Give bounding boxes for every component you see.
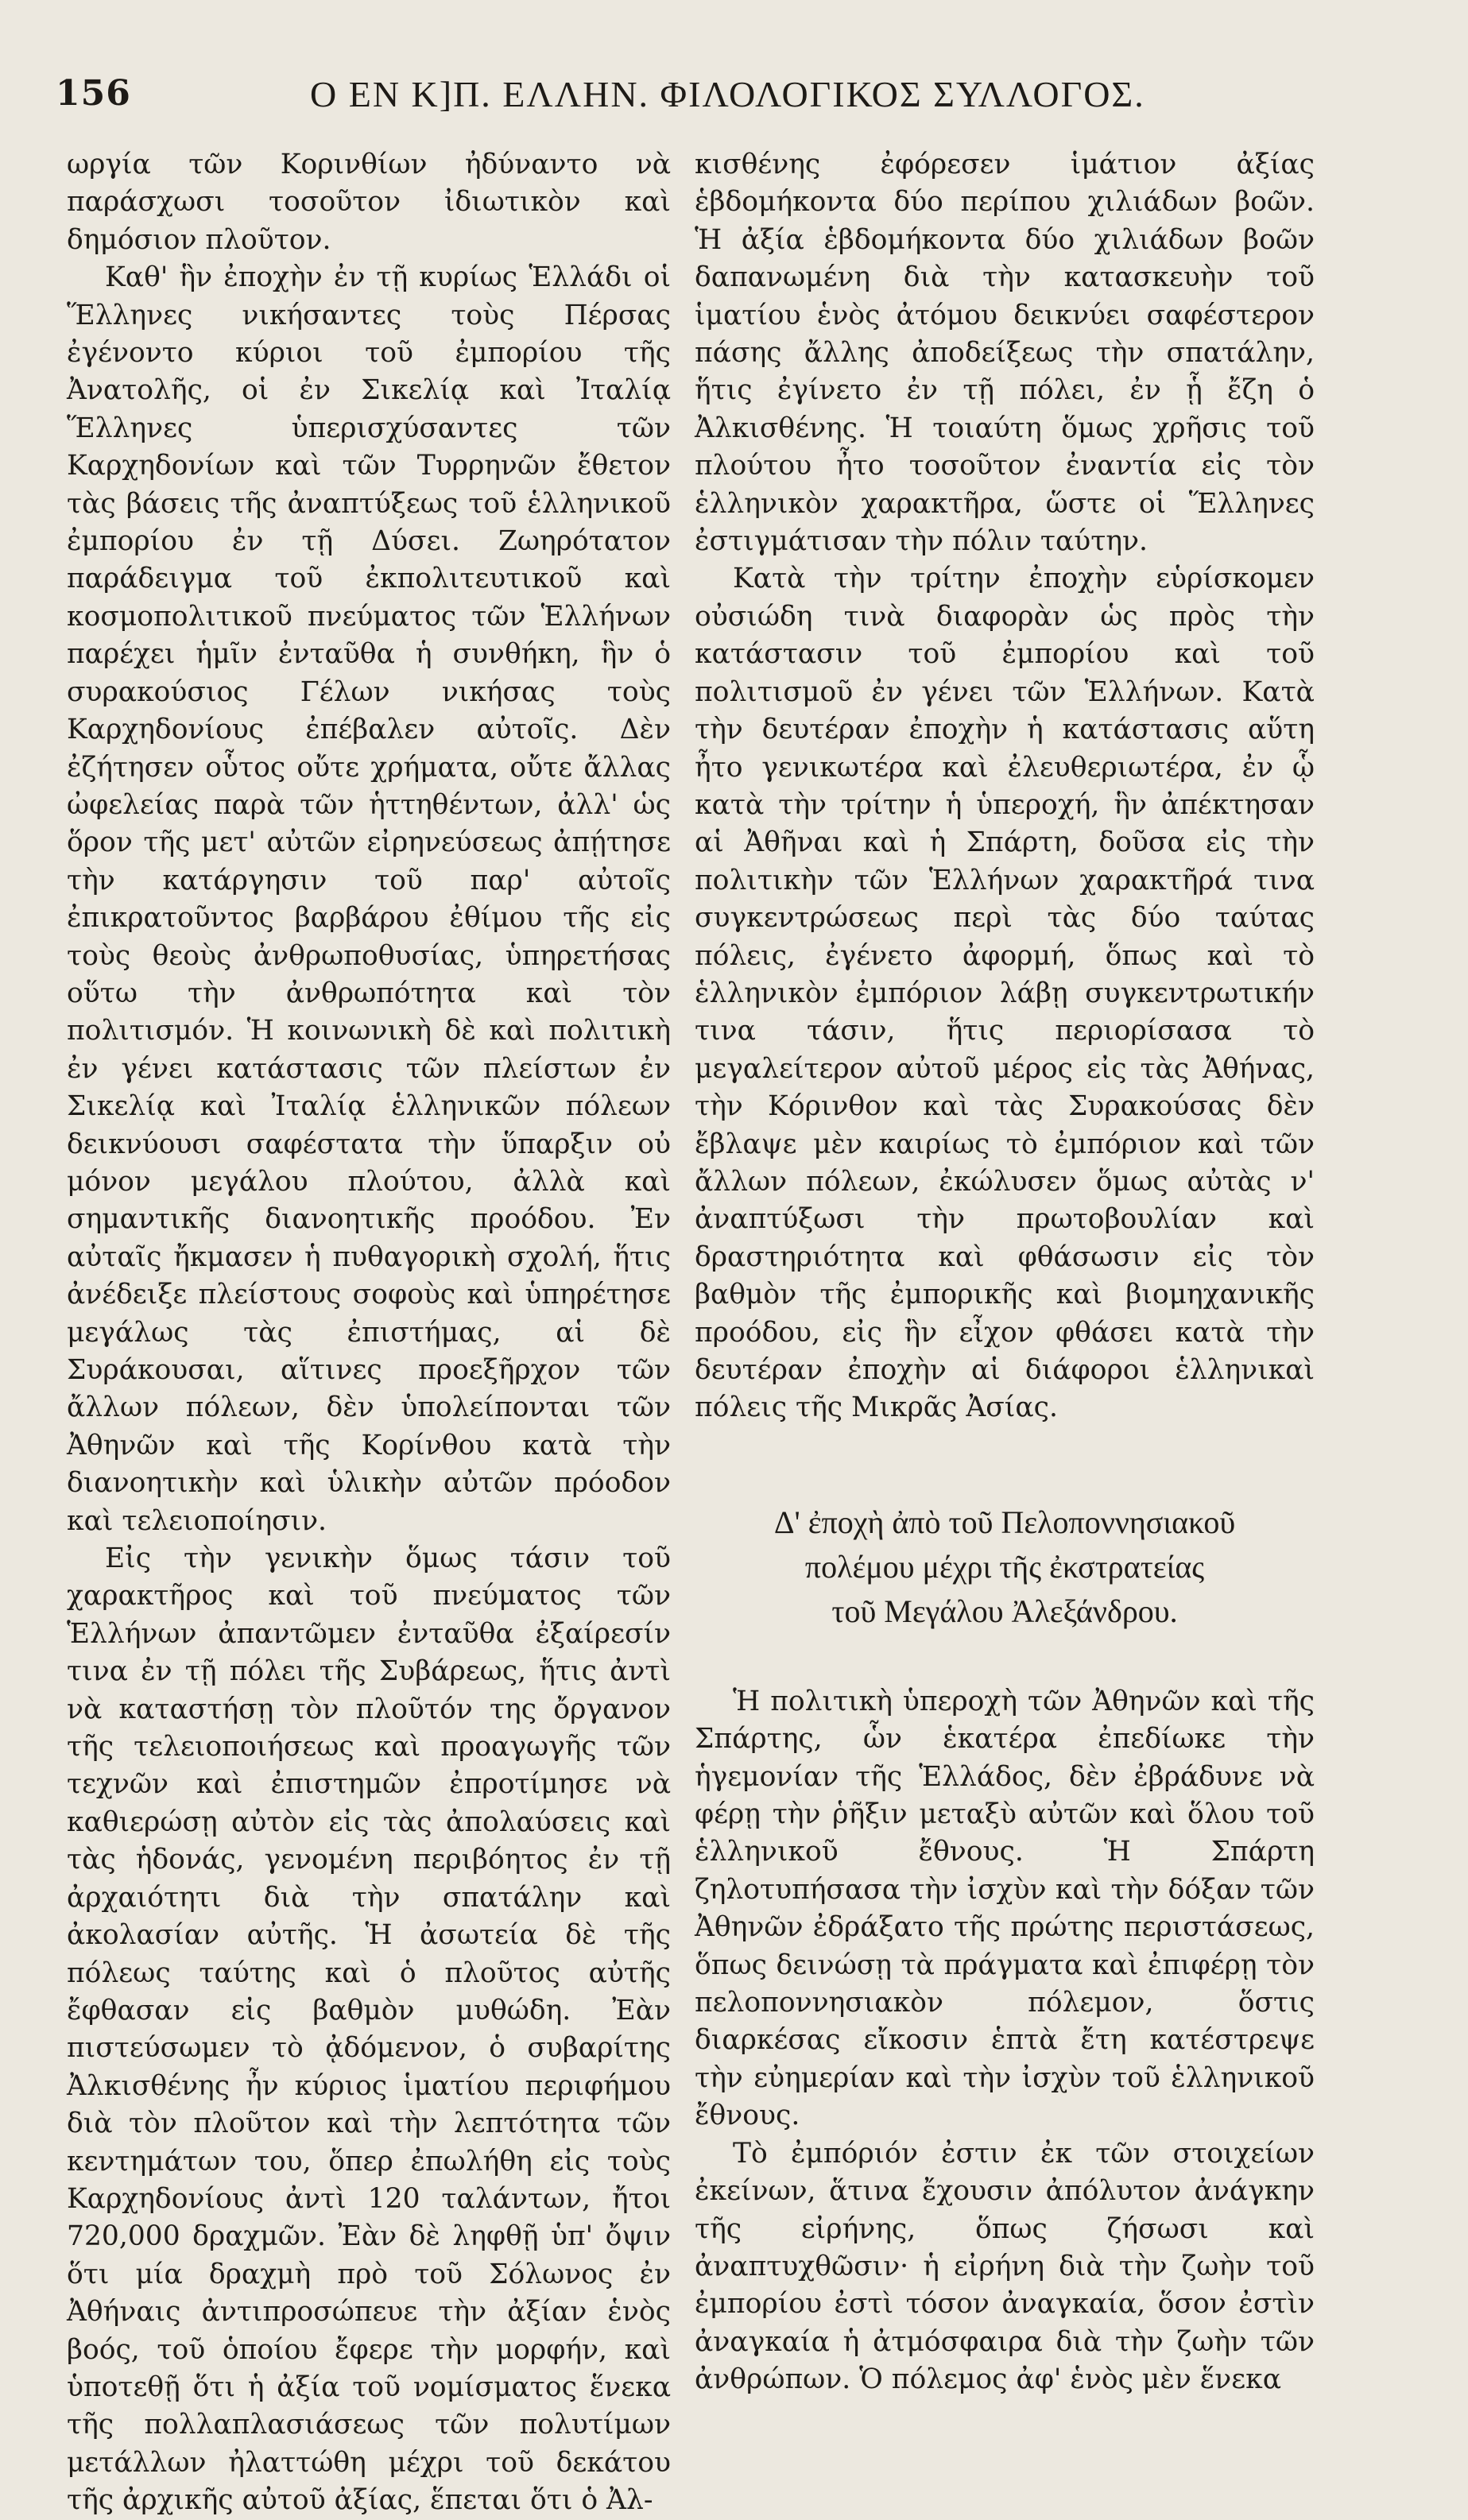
paragraph: Τὸ ἐμπόριόν ἐστιν ἐκ τῶν στοιχείων ἐκείνων, ἅτινα ἔχουσιν ἀπόλυτον ἀνάγκην τῆς εἰρήνης, ὅπως ζήσωσι καὶ ἀναπτυχθῶσιν· ἡ εἰρήνη διὰ τὴν ζωὴν τοῦ ἐμπορίου ἐστὶ τόσον ἀναγκαία, ὅσον ἐστὶν ἀναγκαία ἡ ἀτμόσφαιρα διὰ τὴν ζωὴν τῶν ἀνθρώπων. Ὁ πόλεμος ἀφ' ἑνὸς μὲν ἕνεκα xyxy=(695,2137,1315,2396)
page-header xyxy=(56,73,1431,137)
paragraph: ωργία τῶν Κορινθίων ἠδύναντο νὰ παράσχωσι τοσοῦτον ἰδιωτικὸν καὶ δημόσιον πλοῦτον. xyxy=(67,149,671,256)
paragraph: Κατὰ τὴν τρίτην ἐποχὴν εὑρίσκομεν οὐσιώδη τινὰ διαφορὰν ὡς πρὸς τὴν κατάστασιν τοῦ ἐμπορίου καὶ τοῦ πολιτισμοῦ ἐν γένει τῶν Ἑλλήνων. Κατὰ τὴν δευτέραν ἐποχὴν ἡ κατάστασις αὕτη ἦτο γενικωτέρα καὶ ἐλευθεριωτέρα, ἐν ᾧ κατὰ τὴν τρίτην ἡ ὑπεροχή, ἣν ἀπέκτησαν αἱ Ἀθῆναι καὶ ἡ Σπάρτη, δοῦσα εἰς τὴν πολιτικὴν τῶν Ἑλλήνων χαρακτῆρά τινα συγκεντρώσεως περὶ τὰς δύο ταύτας πόλεις, ἐγένετο ἀφορμή, ὅπως καὶ τὸ ἑλληνικὸν ἐμπόριον λάβῃ συγκεντρωτικήν τινα τάσιν, ἥτις περιορίσασα τὸ μεγαλείτερον αὐτοῦ μέρος εἰς τὰς Ἀθήνας, τὴν Κόρινθον καὶ τὰς Συρακούσας δὲν ἔβλαψε μὲν καιρίως τὸ ἐμπόριον καὶ τῶν ἄλλων πόλεων, ἐκώλυσεν ὅμως αὐτὰς ν' ἀναπτύξωσι τὴν πρωτοβουλίαν καὶ δραστηριότητα καὶ φθάσωσιν εἰς τὸν βαθμὸν τῆς ἐμπορικῆς καὶ βιομηχανικῆς προόδου, εἰς ἣν εἶχον φθάσει κατὰ τὴν δευτέραν ἐποχὴν αἱ διάφοροι ἑλληνικαὶ πόλεις τῆς Μικρᾶς Ἀσίας. xyxy=(695,563,1315,1424)
column-divider xyxy=(682,146,683,2109)
right-column xyxy=(695,146,1315,2399)
paragraph: Ἡ πολιτικὴ ὑπεροχὴ τῶν Ἀθηνῶν καὶ τῆς Σπάρτης, ὧν ἑκατέρα ἐπεδίωκε τὴν ἡγεμονίαν τῆς Ἑλλάδος, δὲν ἐβράδυνε νὰ φέρῃ τὴν ῥῆξιν μεταξὺ αὐτῶν καὶ ὅλου τοῦ ἑλληνικοῦ ἔθνους. Ἡ Σπάρτη ζηλοτυπήσασα τὴν ἰσχὺν καὶ τὴν δόξαν τῶν Ἀθηνῶν ἐδράξατο τῆς πρώτης περιστάσεως, ὅπως δεινώσῃ τὰ πράγματα καὶ ἐπιφέρῃ τὸν πελοποννησιακὸν πόλεμον, ὅστις διαρκέσας εἴκοσιν ἑπτὰ ἔτη κατέστρεψε τὴν εὐημερίαν καὶ τὴν ἰσχὺν τοῦ ἑλληνικοῦ ἔθνους. xyxy=(695,1685,1315,2132)
paragraph: Εἰς τὴν γενικὴν ὅμως τάσιν τοῦ χαρακτῆρος καὶ τοῦ πνεύματος τῶν Ἑλλήνων ἀπαντῶμεν ἐνταῦθα ἐξαίρεσίν τινα ἐν τῇ πόλει τῆς Συβάρεως, ἥτις ἀντὶ νὰ καταστήσῃ τὸν πλοῦτόν της ὄργανον τῆς τελειοποιήσεως καὶ προαγωγῆς τῶν τεχνῶν καὶ ἐπιστημῶν ἐπροτίμησε νὰ καθιερώσῃ αὐτὸν εἰς τὰς ἀπολαύσεις καὶ τὰς ἡδονάς, γενομένη περιβόητος ἐν τῇ ἀρχαιότητι διὰ τὴν σπατάλην καὶ ἀκολασίαν αὐτῆς. Ἡ ἀσωτεία δὲ τῆς πόλεως ταύτης καὶ ὁ πλοῦτος αὐτῆς ἔφθασαν εἰς βαθμὸν μυθώδη. Ἐὰν πιστεύσωμεν τὸ ᾀδόμενον, ὁ συβαρίτης Ἀλκισθένης ἦν κύριος ἱματίου περιφήμου διὰ τὸν πλοῦτον καὶ τὴν λεπτότητα τῶν κεντημάτων του, ὅπερ ἐπωλήθη εἰς τοὺς Καρχηδονίους ἀντὶ 120 ταλάντων, ἤτοι 720,000 δραχμῶν. Ἐὰν δὲ ληφθῇ ὑπ' ὄψιν ὅτι μία δραχμὴ πρὸ τοῦ Σόλωνος ἐν Ἀθήναις ἀντιπροσώπευε τὴν ἀξίαν ἑνὸς βοός, τοῦ ὁποίου ἔφερε τὴν μορφήν, καὶ ὑποτεθῇ ὅτι ἡ ἀξία τοῦ νομίσματος ἕνεκα τῆς πολλαπλασιάσεως τῶν πολυτίμων μετάλλων ἠλαττώθη μέχρι τοῦ δεκάτου τῆς ἀρχικῆς αὐτοῦ ἀξίας, ἕπεται ὅτι ὁ Ἀλ- xyxy=(67,1543,671,2517)
section-heading-line: Δ' ἐποχὴ ἀπὸ τοῦ Πελοποννησιακοῦ xyxy=(773,1504,1236,1540)
running-title: Ο ΕΝ Κ]Π. ΕΛΛΗΝ. ΦΙΛΟΛΟΓΙΚΟΣ ΣΥΛΛΟΓΟΣ. xyxy=(310,74,1145,114)
page-number: 156 xyxy=(56,73,131,114)
section-heading-line: πολέμου μέχρι τῆς ἐκστρατείας xyxy=(804,1548,1205,1585)
paragraph: Καθ' ἣν ἐποχὴν ἐν τῇ κυρίως Ἑλλάδι οἱ Ἕλληνες νικήσαντες τοὺς Πέρσας ἐγένοντο κύριοι τοῦ ἐμπορίου τῆς Ἀνατολῆς, οἱ ἐν Σικελίᾳ καὶ Ἰταλίᾳ Ἕλληνες ὑπερισχύσαντες τῶν Καρχηδονίων καὶ τῶν Τυρρηνῶν ἔθετον τὰς βάσεις τῆς ἀναπτύξεως τοῦ ἑλληνικοῦ ἐμπορίου ἐν τῇ Δύσει. Ζωηρότατον παράδειγμα τοῦ ἐκπολιτευτικοῦ καὶ κοσμοπολιτικοῦ πνεύματος τῶν Ἑλλήνων παρέχει ἡμῖν ἐνταῦθα ἡ συνθήκη, ἣν ὁ συρακούσιος Γέλων νικήσας τοὺς Καρχηδονίους ἐπέβαλεν αὐτοῖς. Δὲν ἐζήτησεν οὗτος οὔτε χρήματα, οὔτε ἄλλας ὠφελείας παρὰ τῶν ἡττηθέντων, ἀλλ' ὡς ὅρον τῆς μετ' αὐτῶν εἰρηνεύσεως ἀπῄτησε τὴν κατάργησιν τοῦ παρ' αὐτοῖς ἐπικρατοῦντος βαρβάρου ἐθίμου τῆς εἰς τοὺς θεοὺς ἀνθρωποθυσίας, ὑπηρετήσας οὕτω τὴν ἀνθρωπότητα καὶ τὸν πολιτισμόν. Ἡ κοινωνικὴ δὲ καὶ πολιτικὴ ἐν γένει κατάστασις τῶν πλείστων ἐν Σικελίᾳ καὶ Ἰταλίᾳ ἑλληνικῶν πόλεων δεικνύουσι σαφέστατα τὴν ὕπαρξιν οὐ μόνον μεγάλου πλούτου, ἀλλὰ καὶ σημαντικῆς διανοητικῆς προόδου. Ἐν αὐταῖς ἤκμασεν ἡ πυθαγορικὴ σχολή, ἥτις ἀνέδειξε πλείστους σοφοὺς καὶ ὑπηρέτησε μεγάλως τὰς ἐπιστήμας, αἱ δὲ Συράκουσαι, αἵτινες προεξῆρχον τῶν ἄλλων πόλεων, δὲν ὑπολείπονται τῶν Ἀθηνῶν καὶ τῆς Κορίνθου κατὰ τὴν διανοητικὴν καὶ ὑλικὴν αὐτῶν πρόοδον καὶ τελειοποίησιν. xyxy=(67,261,671,1537)
section-heading-line: τοῦ Μεγάλου Ἀλεξάνδρου. xyxy=(831,1593,1178,1629)
paragraph: κισθένης ἐφόρεσεν ἱμάτιον ἀξίας ἑβδομήκοντα δύο περίπου χιλιάδων βοῶν. Ἡ ἀξία ἑβδομήκοντα δύο χιλιάδων βοῶν δαπανωμένη διὰ τὴν κατασκευὴν τοῦ ἱματίου ἑνὸς ἀτόμου δεικνύει σαφέστερον πάσης ἄλλης ἀποδείξεως τὴν σπατάλην, ἥτις ἐγίνετο ἐν τῇ πόλει, ἐν ᾗ ἔζη ὁ Ἀλκισθένης. Ἡ τοιαύτη ὅμως χρῆσις τοῦ πλούτου ἦτο τοσοῦτον ἐναντία εἰς τὸν ἑλληνικὸν χαρακτῆρα, ὥστε οἱ Ἕλληνες ἐστιγμάτισαν τὴν πόλιν ταύτην. xyxy=(695,149,1315,558)
left-column xyxy=(67,146,671,2520)
section-heading xyxy=(695,1500,1315,1634)
